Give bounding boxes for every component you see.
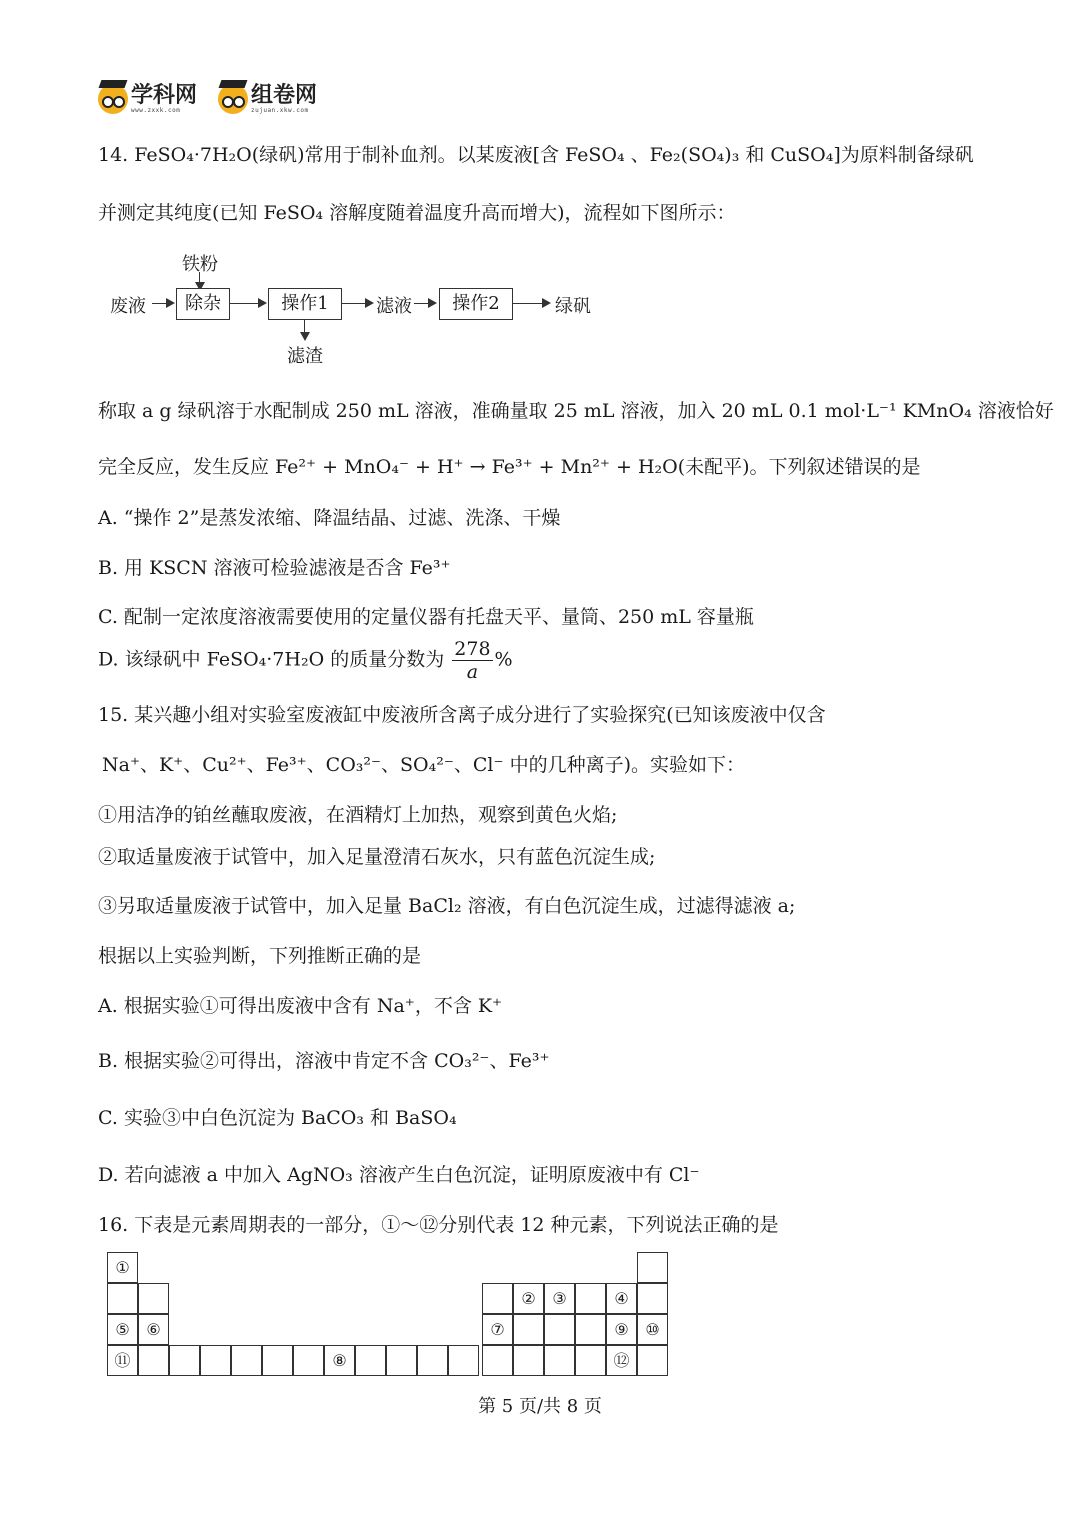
element-cell bbox=[417, 1345, 448, 1376]
element-cell bbox=[482, 1345, 513, 1376]
q15-stem-line1: 15. 某兴趣小组对实验室废液缸中废液所含离子成分进行了实验探究(已知该废液中仅含 bbox=[98, 704, 826, 726]
q14-option-b: B. 用 KSCN 溶液可检验滤液是否含 Fe³⁺ bbox=[98, 557, 451, 579]
element-cell: ① bbox=[107, 1252, 138, 1283]
q15-option-b: B. 根据实验②可得出，溶液中肯定不含 CO₃²⁻、Fe³⁺ bbox=[98, 1050, 550, 1072]
q14-option-a: A. “操作 2”是蒸发浓缩、降温结晶、过滤、洗涤、干燥 bbox=[98, 507, 561, 529]
element-cell bbox=[138, 1345, 169, 1376]
element-cell bbox=[107, 1283, 138, 1314]
element-cell bbox=[293, 1345, 324, 1376]
logo-zujuan: 组卷网 zujuan.xkw.com bbox=[218, 82, 317, 116]
page-footer: 第 5 页/共 8 页 bbox=[478, 1396, 602, 1417]
arrow-right-icon bbox=[365, 298, 374, 308]
element-cell: ⑧ bbox=[324, 1345, 355, 1376]
element-cell bbox=[262, 1345, 293, 1376]
arrow-right-icon bbox=[428, 298, 437, 308]
logo-owl-icon bbox=[98, 84, 128, 114]
flow-filtrate-label: 滤液 bbox=[376, 296, 412, 317]
q15-option-c: C. 实验③中白色沉淀为 BaCO₃ 和 BaSO₄ bbox=[98, 1107, 457, 1129]
logo-owl-icon bbox=[218, 84, 248, 114]
arrow-right-icon bbox=[258, 298, 267, 308]
element-cell bbox=[637, 1345, 668, 1376]
flow-residue-label: 滤渣 bbox=[287, 346, 323, 367]
flow-iron-label: 铁粉 bbox=[182, 254, 218, 275]
q14-stem-line4: 完全反应，发生反应 Fe²⁺ + MnO₄⁻ + H⁺ → Fe³⁺ + Mn²⁺ + H₂O(未配平)。下列叙述错误的是 bbox=[98, 456, 921, 478]
element-cell: ⑫ bbox=[606, 1345, 637, 1376]
element-cell: ⑨ bbox=[606, 1314, 637, 1345]
element-cell bbox=[169, 1345, 200, 1376]
q15-option-a: A. 根据实验①可得出废液中含有 Na⁺，不含 K⁺ bbox=[98, 995, 503, 1017]
element-cell bbox=[544, 1345, 575, 1376]
arrow-right-icon bbox=[542, 298, 551, 308]
element-cell bbox=[513, 1314, 544, 1345]
q15-exp1: ①用洁净的铂丝蘸取废液，在酒精灯上加热，观察到黄色火焰; bbox=[98, 804, 618, 826]
element-cell bbox=[231, 1345, 262, 1376]
element-cell bbox=[637, 1283, 668, 1314]
element-cell bbox=[637, 1252, 668, 1283]
element-cell bbox=[448, 1345, 479, 1376]
q14-option-d: D. 该绿矾中 FeSO₄·7H₂O 的质量分数为 $\frac{278}{a}$ % bbox=[98, 638, 513, 683]
element-cell bbox=[355, 1345, 386, 1376]
flow-step-purify: 除杂 bbox=[176, 288, 230, 320]
element-cell bbox=[386, 1345, 417, 1376]
element-cell: ③ bbox=[544, 1283, 575, 1314]
element-cell bbox=[575, 1314, 606, 1345]
element-cell bbox=[575, 1345, 606, 1376]
element-cell: ⑩ bbox=[637, 1314, 668, 1345]
element-cell: ⑦ bbox=[482, 1314, 513, 1345]
logo-zxxk: 学科网 www.zxxk.com bbox=[98, 82, 197, 116]
q15-judge: 根据以上实验判断，下列推断正确的是 bbox=[98, 945, 422, 967]
element-cell bbox=[513, 1345, 544, 1376]
q15-option-d: D. 若向滤液 a 中加入 AgNO₃ 溶液产生白色沉淀，证明原废液中有 Cl⁻ bbox=[98, 1164, 700, 1186]
arrow-down-icon bbox=[300, 332, 310, 341]
element-cell bbox=[138, 1283, 169, 1314]
flow-step-op2: 操作2 bbox=[439, 288, 513, 320]
flow-product-label: 绿矾 bbox=[555, 296, 591, 317]
element-cell: ⑤ bbox=[107, 1314, 138, 1345]
arrow-right-icon bbox=[166, 298, 175, 308]
q14-stem-line1: 14. FeSO₄·7H₂O(绿矾)常用于制补血剂。以某废液[含 FeSO₄ 、Fe₂(SO₄)₃ 和 CuSO₄]为原料制备绿矾 bbox=[98, 144, 974, 166]
flow-waste-label: 废液 bbox=[110, 296, 146, 317]
element-cell bbox=[200, 1345, 231, 1376]
element-cell: ⑥ bbox=[138, 1314, 169, 1345]
element-cell bbox=[482, 1283, 513, 1314]
q14-option-c: C. 配制一定浓度溶液需要使用的定量仪器有托盘天平、量筒、250 mL 容量瓶 bbox=[98, 606, 754, 628]
element-cell: ② bbox=[513, 1283, 544, 1314]
element-cell bbox=[544, 1314, 575, 1345]
fraction: $\frac{278}{a}$ bbox=[454, 638, 491, 683]
q14-stem-line3: 称取 a g 绿矾溶于水配制成 250 mL 溶液，准确量取 25 mL 溶液，加入 20 mL 0.1 mol·L⁻¹ KMnO₄ 溶液恰好 bbox=[98, 400, 1054, 422]
q15-exp3: ③另取适量废液于试管中，加入足量 BaCl₂ 溶液，有白色沉淀生成，过滤得滤液 a; bbox=[98, 895, 796, 917]
q16-stem: 16. 下表是元素周期表的一部分，①～⑫分别代表 12 种元素，下列说法正确的是 bbox=[98, 1214, 779, 1236]
element-cell: ④ bbox=[606, 1283, 637, 1314]
element-cell: ⑪ bbox=[107, 1345, 138, 1376]
flow-step-op1: 操作1 bbox=[268, 288, 342, 320]
element-cell bbox=[575, 1283, 606, 1314]
q14-stem-line2: 并测定其纯度(已知 FeSO₄ 溶解度随着温度升高而增大)，流程如下图所示： bbox=[98, 202, 736, 224]
q15-stem-line2: Na⁺、K⁺、Cu²⁺、Fe³⁺、CO₃²⁻、SO₄²⁻、Cl⁻ 中的几种离子)。实验如下： bbox=[102, 754, 745, 776]
q15-exp2: ②取适量废液于试管中，加入足量澄清石灰水，只有蓝色沉淀生成; bbox=[98, 846, 656, 868]
